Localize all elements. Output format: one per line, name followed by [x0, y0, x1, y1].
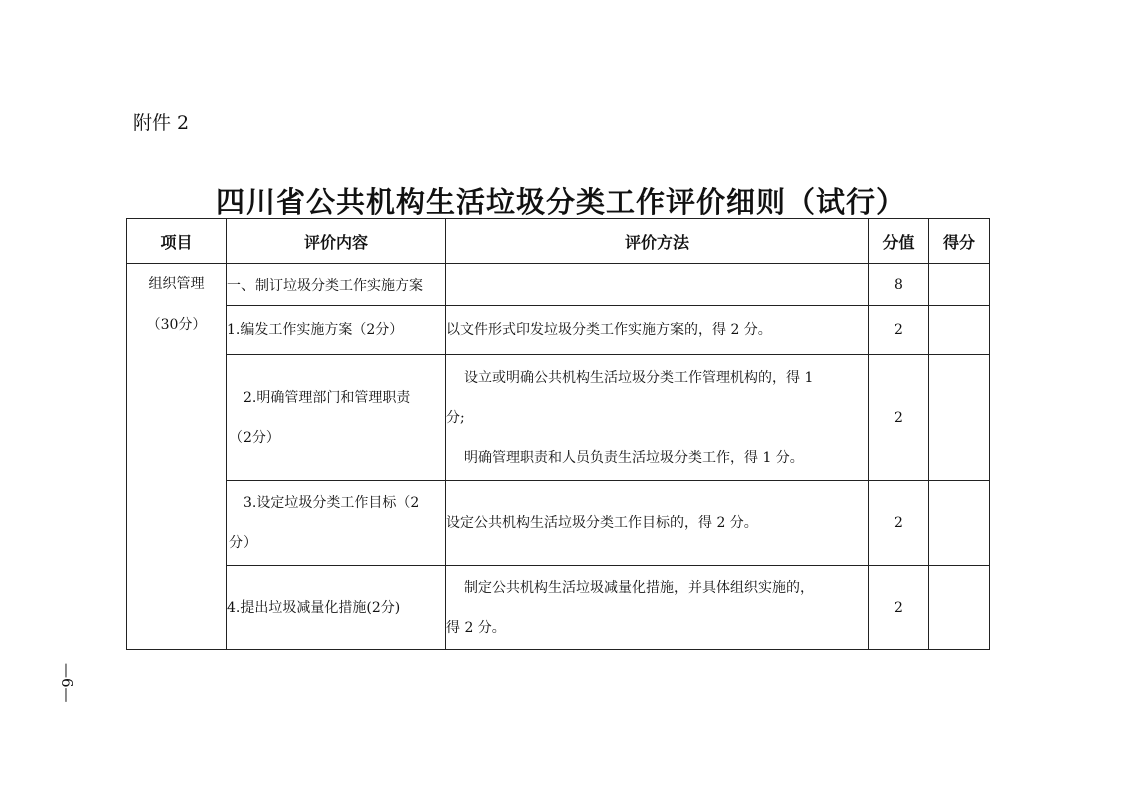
- section-row: [127, 264, 990, 306]
- row4-content: 4.提出垃圾减量化措施(2分): [227, 566, 446, 650]
- table-row: [127, 355, 990, 481]
- attachment-label: 附件 2: [133, 112, 190, 134]
- row1-content: 1.编发工作实施方案（2分）: [227, 306, 446, 355]
- row2-obtained: [929, 355, 990, 481]
- row2-content: [227, 355, 446, 481]
- header-project: 项目: [127, 219, 227, 264]
- header-score: 分值: [869, 219, 929, 264]
- section-obtained: [929, 264, 990, 306]
- row3-score: 2: [869, 481, 929, 566]
- row1-obtained: [929, 306, 990, 355]
- project-name: 组织管理: [148, 276, 205, 292]
- row2-content-line2: （2分）: [229, 429, 280, 446]
- header-content: 评价内容: [227, 219, 446, 264]
- row1-method: 以文件形式印发垃圾分类工作实施方案的，得 2 分。: [446, 306, 869, 355]
- table-row: [127, 306, 990, 355]
- section-score: 8: [869, 264, 929, 306]
- row4-score: 2: [869, 566, 929, 650]
- row2-method-line1: 设立或明确公共机构生活垃圾分类工作管理机构的，得 1: [464, 369, 814, 386]
- header-method: 评价方法: [446, 219, 869, 264]
- row3-method: 设定公共机构生活垃圾分类工作目标的，得 2 分。: [446, 481, 869, 566]
- project-cell: [127, 264, 227, 650]
- row4-method: [446, 566, 869, 650]
- row2-content-line1: 2.明确管理部门和管理职责: [243, 389, 411, 406]
- row3-content-line1: 3.设定垃圾分类工作目标（2: [243, 495, 420, 511]
- table-row: [127, 566, 990, 650]
- row4-method-line1: 制定公共机构生活垃圾减量化措施，并具体组织实施的，: [464, 579, 814, 596]
- row3-content: [227, 481, 446, 566]
- section-title: 一、制订垃圾分类工作实施方案: [227, 264, 446, 306]
- row4-obtained: [929, 566, 990, 650]
- row2-method-line3: 明确管理职责和人员负责生活垃圾分类工作，得 1 分。: [464, 449, 804, 466]
- row4-method-line2: 得 2 分。: [446, 619, 506, 636]
- row2-score: 2: [869, 355, 929, 481]
- row3-content-line2: 分）: [229, 535, 257, 551]
- evaluation-table: [126, 218, 990, 650]
- row3-obtained: [929, 481, 990, 566]
- table-header-row: [127, 219, 990, 264]
- row2-method-line2: 分;: [446, 409, 465, 426]
- section-method: [446, 264, 869, 306]
- project-points: （30分）: [146, 317, 207, 333]
- document-title: 四川省公共机构生活垃圾分类工作评价细则（试行）: [215, 185, 906, 219]
- page-number: —6—: [58, 663, 76, 703]
- header-obtained: 得分: [929, 219, 990, 264]
- table-row: [127, 481, 990, 566]
- row1-score: 2: [869, 306, 929, 355]
- row2-method: [446, 355, 869, 481]
